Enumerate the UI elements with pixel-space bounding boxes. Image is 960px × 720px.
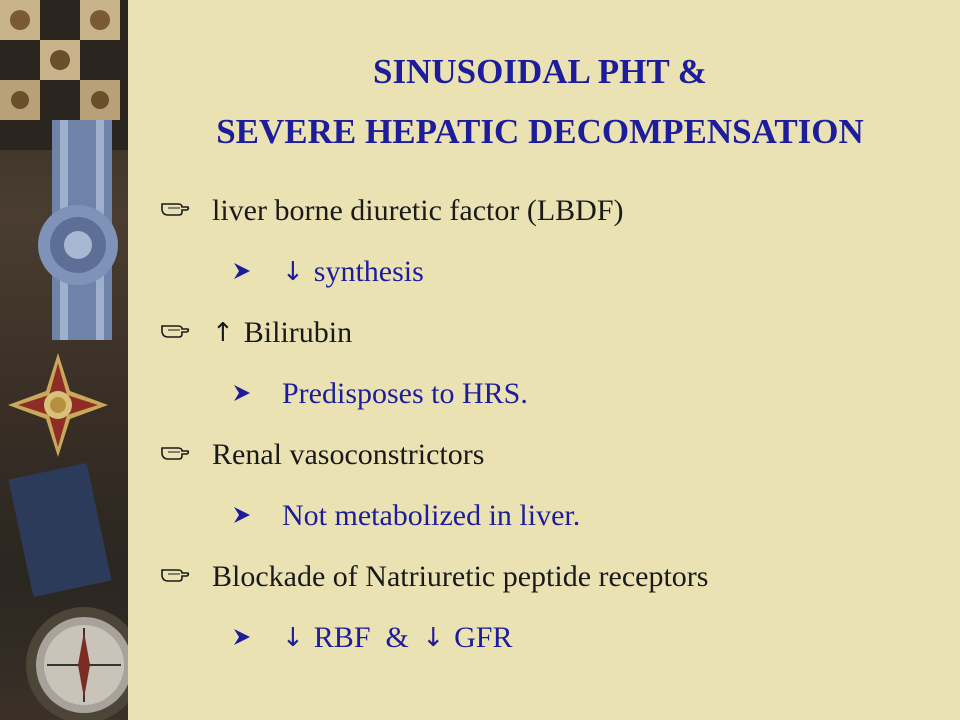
down-arrow-icon: ↓ <box>282 622 304 653</box>
sub-bullet-text: synthesis <box>313 254 424 288</box>
down-arrow-icon: ↓ <box>422 622 445 653</box>
sub-bullet-text: GFR <box>454 620 513 654</box>
bullet-text: Bilirubin <box>243 315 353 349</box>
bullet-item <box>160 302 940 363</box>
bullet-list <box>160 180 940 668</box>
bullet-text: Renal vasoconstrictors <box>212 437 485 471</box>
medals-compass-image <box>0 0 128 720</box>
sub-bullet-item <box>160 363 940 424</box>
pointing-hand-icon <box>160 316 212 350</box>
arrowhead-icon <box>232 377 282 411</box>
arrowhead-icon <box>232 255 282 289</box>
decorative-photo-strip <box>0 0 128 720</box>
sub-bullet-item <box>160 607 940 668</box>
sub-bullet-text: RBF & <box>313 620 417 654</box>
sub-bullet-item <box>160 485 940 546</box>
slide-title <box>140 42 940 162</box>
pointing-hand-icon <box>160 438 212 472</box>
sub-bullet-text: Predisposes to HRS. <box>282 376 528 410</box>
sub-bullet-item <box>160 241 940 302</box>
down-arrow-icon: ↓ <box>282 256 304 287</box>
pointing-hand-icon <box>160 560 212 594</box>
title-line-2: SEVERE HEPATIC DECOMPENSATION <box>216 112 864 151</box>
pointing-hand-icon <box>160 194 212 228</box>
bullet-item <box>160 180 940 241</box>
bullet-item <box>160 546 940 607</box>
arrowhead-icon <box>232 499 282 533</box>
bullet-text: liver borne diuretic factor (LBDF) <box>212 193 624 227</box>
arrowhead-icon <box>232 621 282 655</box>
bullet-item <box>160 424 940 485</box>
up-arrow-icon: ↑ <box>212 317 234 348</box>
title-line-1: SINUSOIDAL PHT & <box>373 52 707 91</box>
sub-bullet-text: Not metabolized in liver. <box>282 498 581 532</box>
bullet-text: Blockade of Natriuretic peptide receptors <box>212 559 709 593</box>
